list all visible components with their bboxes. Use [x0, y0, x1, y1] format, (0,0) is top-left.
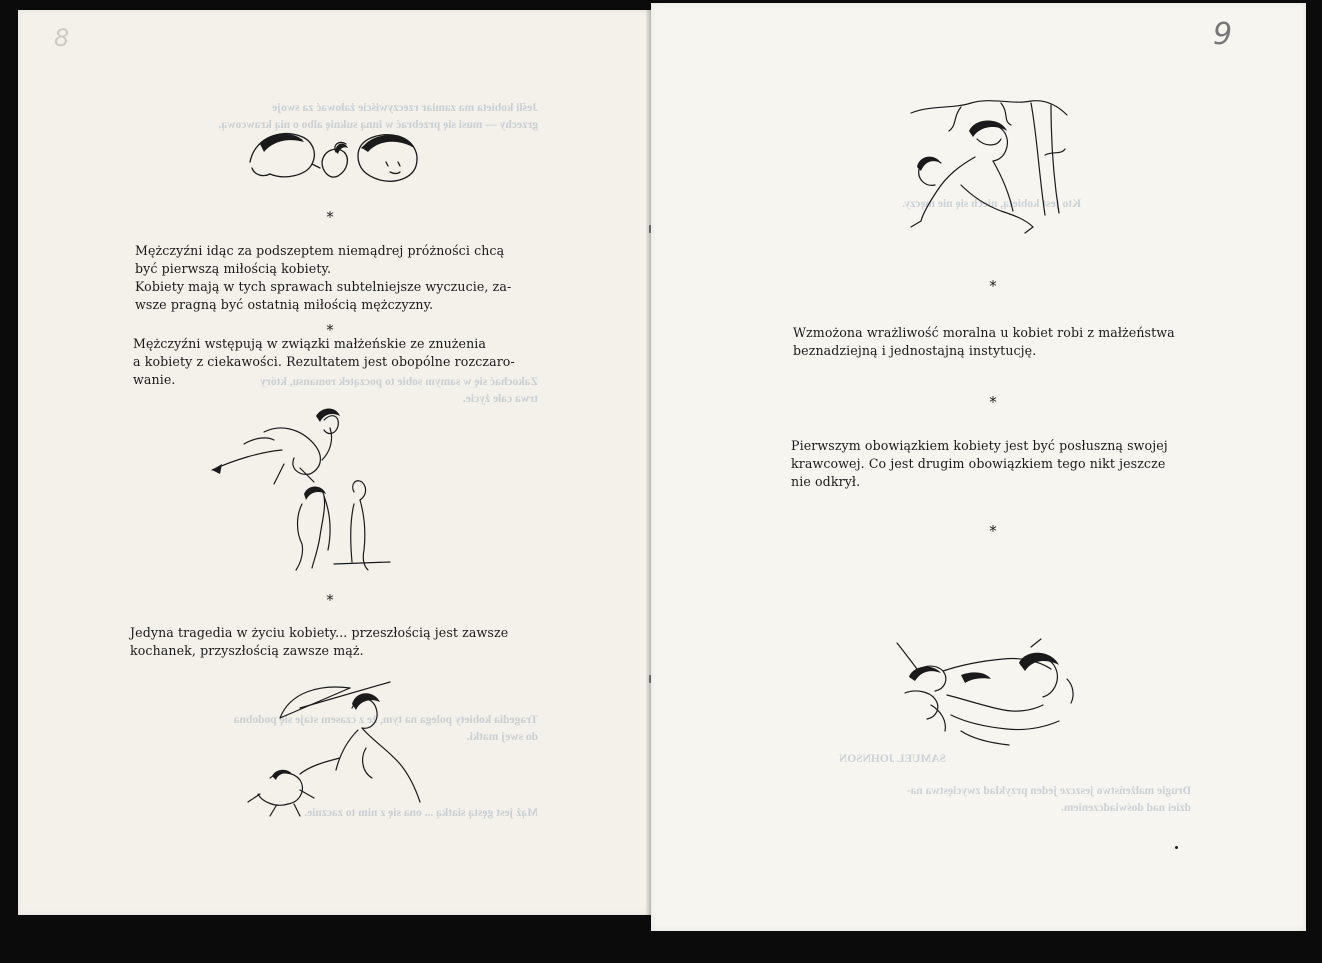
- show-through-text: SAMUEL JOHNSON: [838, 753, 946, 765]
- show-through-text: Mąż jest gęstą siatką ... ona się z nim to zacznie.: [304, 807, 538, 819]
- aphorism-paragraph: Mężczyźni wstępują w związki małżeńskie ze znużenia a kobiety z ciekawości. Rezultatem jest obopólne rozczaro- wanie.: [133, 336, 515, 387]
- embracing-lovers-sketch-icon: [891, 635, 1081, 755]
- section-star: *: [326, 321, 334, 339]
- right-page-number: 9: [1213, 17, 1233, 52]
- left-page-number: 8: [54, 24, 70, 52]
- ink-speck: [1175, 846, 1178, 849]
- show-through-text: Drugie małżeństwo jeszcze jeden przykład zwycięstwa na- dziei nad doświadczeniem.: [906, 785, 1191, 814]
- show-through-text: Jeśli kobieta ma zamiar rzeczywiście żałować za swoje grzechy — musi się przebrać w inną suknię albo o nią krawcową.: [218, 102, 538, 131]
- archer-woman-sketch-icon: [240, 678, 430, 818]
- aphorism-paragraph: Pierwszym obowiązkiem kobiety jest być posłuszną swojej krawcowej. Co jest drugim obowiązkiem tego nikt jeszcze nie odkrył.: [791, 438, 1168, 489]
- aphorism-paragraph: Mężczyźni idąc za podszeptem niemądrej próżności chcą być pierwszą miłością kobiety. Kobiety mają w tych sprawach subtelniejsze wyczucie, za- wsze pragną być ostatnią miłością mężczyzny.: [135, 243, 512, 312]
- three-faces-sketch-icon: [240, 122, 440, 190]
- section-star: *: [989, 277, 997, 295]
- couple-under-tree-sketch-icon: [901, 95, 1071, 235]
- right-page: [651, 3, 1306, 931]
- aphorism-paragraph: Wzmożona wrażliwość moralna u kobiet robi z małżeństwa beznadziejną i jednostajną instytucję.: [793, 325, 1175, 358]
- left-page: [18, 10, 652, 915]
- show-through-text: Tragedia kobiety polega na tym, że z czasem staje się podobna do swej matki.: [233, 714, 538, 743]
- section-star: *: [989, 393, 997, 411]
- section-star: *: [326, 208, 334, 226]
- show-through-text: Kto jest kobietą, niech się nie męczy.: [902, 198, 1081, 210]
- section-star: *: [989, 522, 997, 540]
- show-through-text: Zakochać się w samym sobie to początek romansu, który trwa całe życie.: [259, 376, 538, 405]
- flying-cupid-sketch-icon: [204, 404, 394, 574]
- aphorism-paragraph: Jedyna tragedia w życiu kobiety... przeszłością jest zawsze kochanek, przyszłością zawsze mąż.: [130, 625, 509, 658]
- section-star: *: [326, 591, 334, 609]
